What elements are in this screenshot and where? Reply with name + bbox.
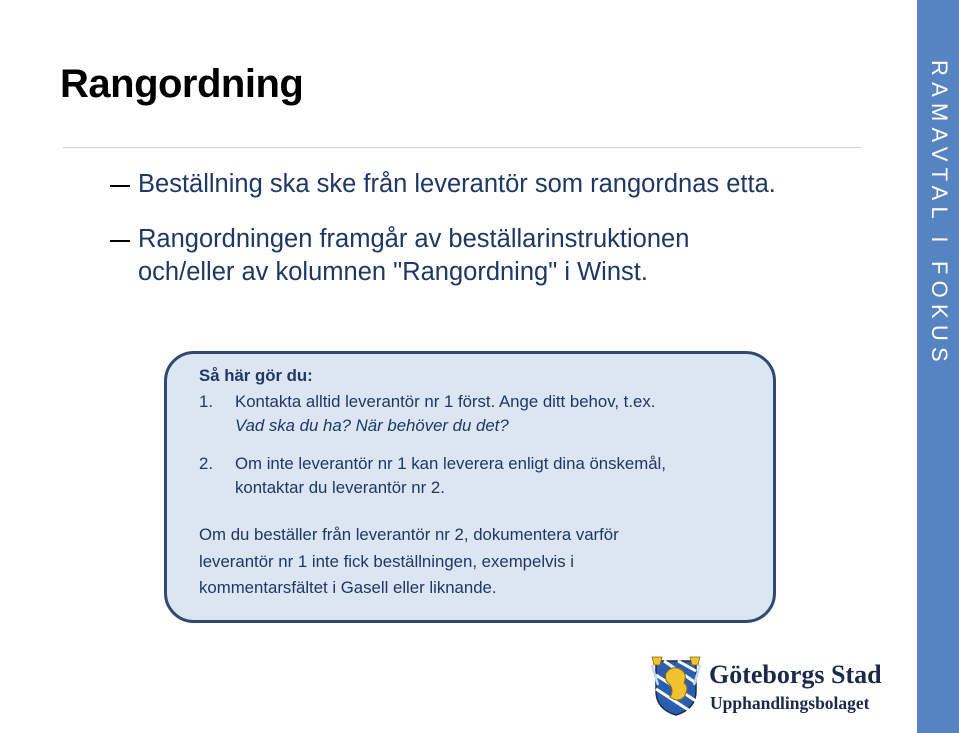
step-line: Kontakta alltid leverantör nr 1 först. Ange ditt behov, t.ex. — [235, 392, 656, 411]
step-item — [199, 390, 759, 438]
logo-name: Göteborgs Stad — [709, 660, 882, 689]
bullet-item — [110, 223, 890, 289]
bullet-text: Beställning ska ske från leverantör som rangordnas etta. — [138, 170, 776, 198]
bullet-item — [110, 168, 890, 201]
title-divider — [63, 147, 861, 148]
step-number: 1. — [199, 392, 213, 411]
bullet-list — [110, 168, 890, 311]
goteborgs-stad-logo — [650, 655, 880, 717]
instruction-content — [199, 364, 759, 602]
step-line-italic: Vad ska du ha? När behöver du det? — [235, 416, 509, 435]
step-item — [199, 452, 759, 500]
box-heading: Så här gör du: — [199, 366, 313, 385]
step-number: 2. — [199, 454, 213, 473]
slide-title: Rangordning — [60, 62, 304, 106]
dash-bullet-icon — [110, 240, 130, 242]
logo-subtitle: Upphandlingsbolaget — [710, 693, 870, 713]
step-line: Om inte leverantör nr 1 kan leverera enligt dina önskemål, — [235, 454, 666, 473]
closing-text: Om du beställer från leverantör nr 2, dokumentera varför leverantör nr 1 inte fick beställningen, exempelvis i kommentarsfältet i Gasell eller liknande. — [199, 525, 619, 597]
side-label: RAMAVTAL I FOKUS — [927, 60, 952, 368]
step-line: kontaktar du leverantör nr 2. — [235, 478, 445, 497]
dash-bullet-icon — [110, 185, 130, 187]
bullet-text: Rangordningen framgår av beställarinstruktionen och/eller av kolumnen "Rangordning" i Winst. — [138, 225, 690, 286]
gothenburg-coat-of-arms-icon — [650, 655, 702, 717]
